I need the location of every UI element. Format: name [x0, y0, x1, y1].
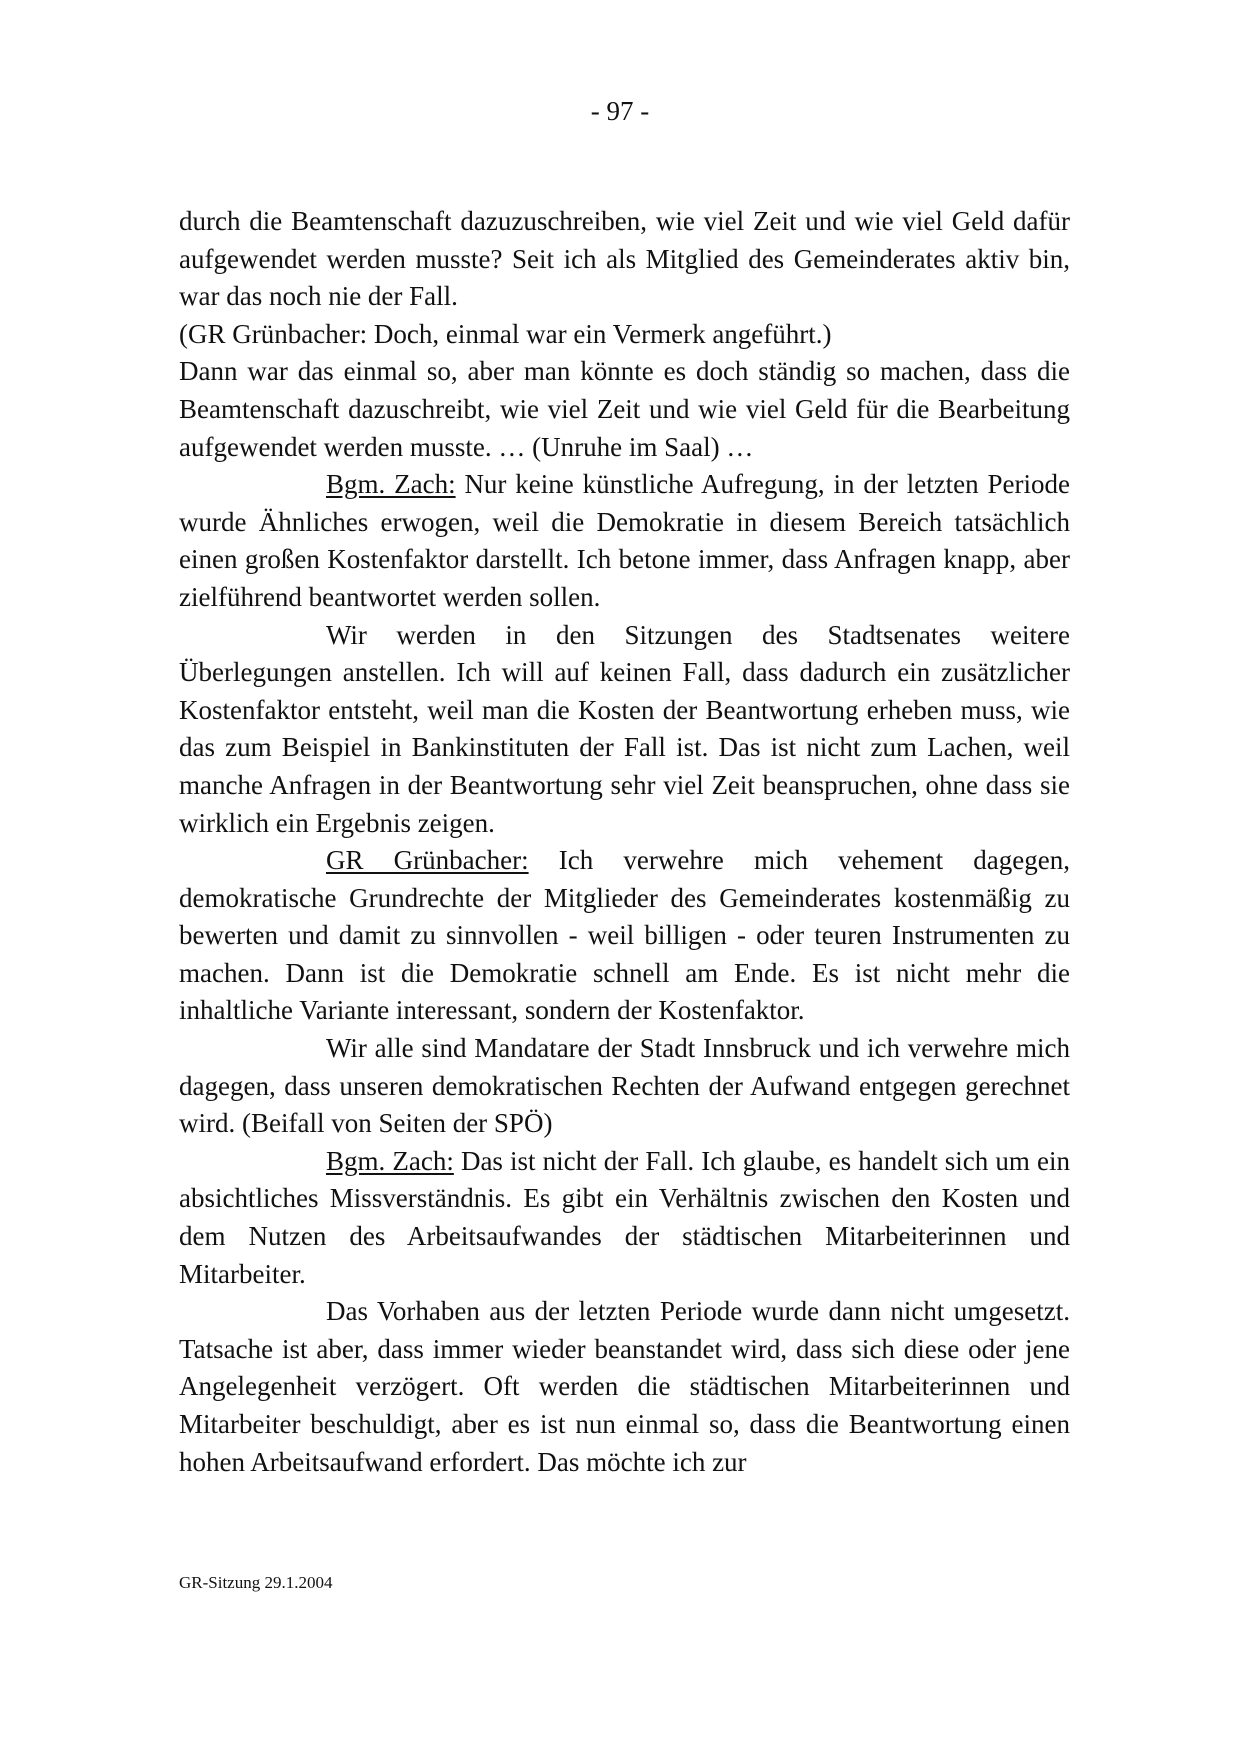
paragraph-speech	[179, 1293, 1070, 1481]
paragraph-text: Das Vorhaben aus der letzten Periode wurde dann nicht umgesetzt. Tatsache ist aber, dass immer wieder beanstandet wird, dass sich diese oder jene Angelegenheit verzögert. Oft werden die städtischen Mitarbeiterinnen und Mitarbeiter beschuldigt, aber es ist nun einmal so, dass die Beantwortung einen hohen Arbeitsaufwand erfordert. Das möchte ich zur	[179, 1296, 1070, 1477]
paragraph-text: durch die Beamtenschaft dazuzuschreiben, wie viel Zeit und wie viel Geld dafür aufgewendet werden musste? Seit ich als Mitglied des Gemeinderates aktiv bin, war das noch nie der Fall.	[179, 206, 1070, 312]
page-footer: GR-Sitzung 29.1.2004	[179, 1573, 333, 1592]
paragraph-text: Ich verwehre mich vehement dagegen, demokratische Grundrechte der Mitglieder des Gemeinderates kostenmäßig zu bewerten und damit zu sinnvollen - weil billigen - oder teuren Instrumenten zu machen. Dann ist die Demokratie schnell am Ende. Es ist nicht mehr die inhaltliche Variante interessant, sondern der Kostenfaktor.	[179, 845, 1070, 1026]
paragraph-speech	[179, 842, 1070, 1030]
page-number: - 97 -	[590, 96, 650, 126]
paragraph-text: Dann war das einmal so, aber man könnte es doch ständig so machen, dass die Beamtenschaft dazuschreibt, wie viel Zeit und wie viel Geld für die Bearbeitung aufgewendet werden musste. … (Unruhe im Saal) …	[179, 356, 1070, 462]
speaker-name: Bgm. Zach:	[326, 469, 456, 500]
paragraph-text: (GR Grünbacher: Doch, einmal war ein Vermerk angeführt.)	[179, 318, 832, 349]
paragraph-interjection	[179, 316, 1070, 354]
paragraph-speech	[179, 466, 1070, 616]
paragraph-text: Das ist nicht der Fall. Ich glaube, es handelt sich um ein absichtliches Missverständnis. Es gibt ein Verhältnis zwischen den Kosten und dem Nutzen des Arbeitsaufwandes der städtischen Mitarbeiterinnen und Mitarbeiter.	[179, 1145, 1070, 1289]
paragraph-speech	[179, 617, 1070, 843]
document-body	[179, 203, 1070, 1481]
paragraph-speech	[179, 1030, 1070, 1143]
paragraph-text: Wir werden in den Sitzungen des Stadtsenates weitere Überlegungen anstellen. Ich will auf keinen Fall, dass dadurch ein zusätzlicher Kostenfaktor entsteht, weil man die Kosten der Beantwortung erheben muss, wie das zum Beispiel in Bankinstituten der Fall ist. Das ist nicht zum Lachen, weil manche Anfragen in der Beantwortung sehr viel Zeit beanspruchen, ohne dass sie wirklich ein Ergebnis zeigen.	[179, 619, 1070, 838]
paragraph-continuation	[179, 203, 1070, 316]
speaker-name: GR Grünbacher:	[326, 845, 529, 876]
paragraph-continuation	[179, 353, 1070, 466]
paragraph-text: Wir alle sind Mandatare der Stadt Innsbruck und ich verwehre mich dagegen, dass unseren demokratischen Rechten der Aufwand entgegen gerechnet wird. (Beifall von Seiten der SPÖ)	[179, 1033, 1070, 1139]
paragraph-speech	[179, 1143, 1070, 1293]
speaker-name: Bgm. Zach:	[326, 1145, 454, 1176]
paragraph-text: Nur keine künstliche Aufregung, in der letzten Periode wurde Ähnliches erwogen, weil die Demokratie in diesem Bereich tatsächlich einen großen Kostenfaktor darstellt. Ich betone immer, dass Anfragen knapp, aber zielführend beantwortet werden sollen.	[179, 469, 1070, 612]
